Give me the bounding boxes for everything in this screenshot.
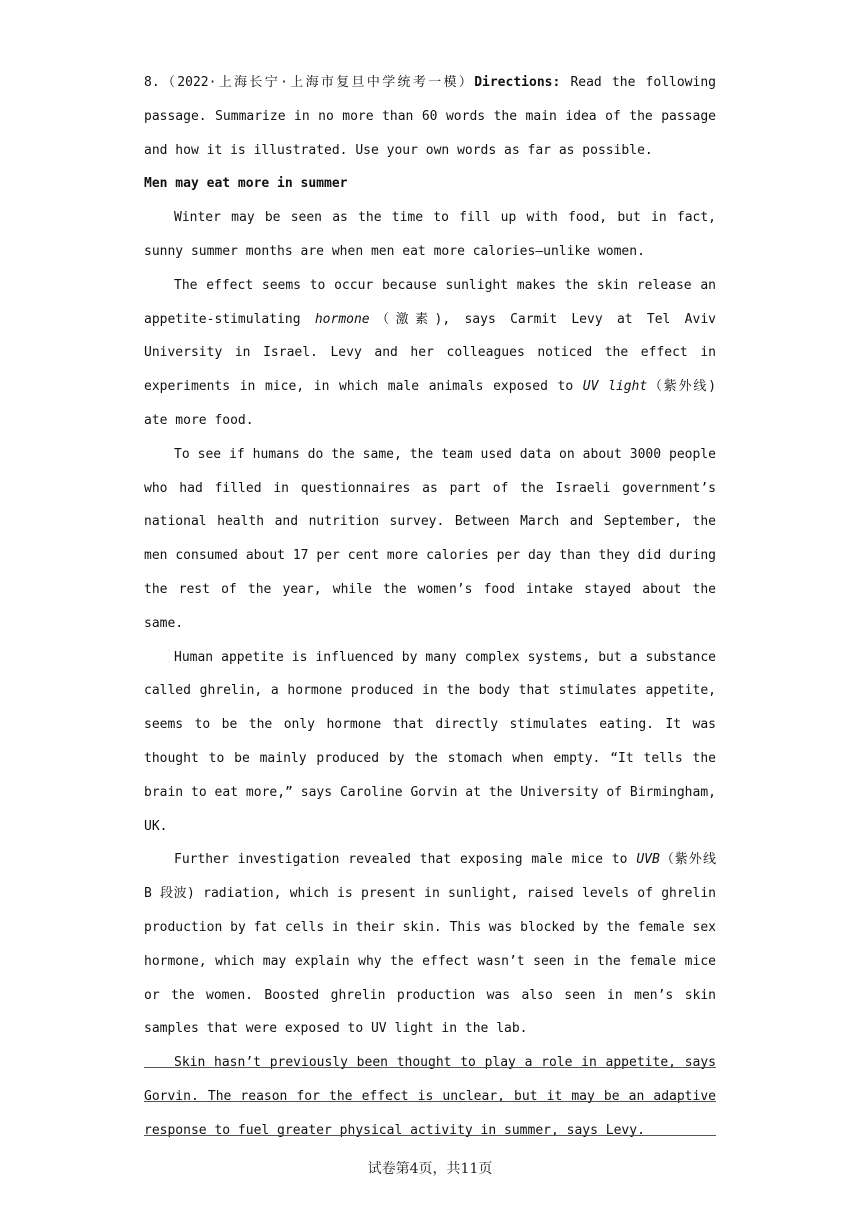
paragraph-3: To see if humans do the same, the team used data on about 3000 people who had filled in questionnaires as part of the Israeli government’s national health and nutrition survey. Between March and September, the men consumed about 17 per cent more calories per day than they did during the rest of the year, while the women’s food intake stayed about the same. bbox=[144, 446, 716, 631]
question-number-source: 8.（2022·上海长宁·上海市复旦中学统考一模） bbox=[144, 75, 475, 90]
answer-line[interactable] bbox=[144, 1067, 716, 1068]
term-uv-light: UV light bbox=[582, 379, 648, 395]
term-hormone: hormone bbox=[314, 311, 370, 327]
page-footer: 试卷第4页，共11页 bbox=[367, 1161, 493, 1177]
paragraph-6: Skin hasn’t previously been thought to play a role in appetite, says Gorvin. The reason for the effect is unclear, but it may be an adaptive response to fuel greater physical activity in summer, says Levy. bbox=[144, 1055, 716, 1138]
paragraph-2-text-a: The effect seems to occur because sunlight makes the skin release an appetite-stimulating bbox=[144, 277, 716, 327]
paragraph-1: Winter may be seen as the time to fill up with food, but in fact, sunny summer months are when men eat more calories—unlike women. bbox=[144, 210, 716, 259]
directions-label: Directions: bbox=[474, 75, 561, 90]
paragraph-2-text-c: （紫外线) ate more food. bbox=[144, 379, 717, 428]
paragraph-2 bbox=[144, 269, 716, 438]
paragraph-5-text-a: Further investigation revealed that exposing male mice to bbox=[174, 852, 637, 868]
answer-line[interactable] bbox=[144, 1101, 716, 1102]
exam-question bbox=[144, 66, 716, 1148]
paragraph-4: Human appetite is influenced by many complex systems, but a substance called ghrelin, a hormone produced in the body that stimulates appetite, seems to be the only hormone that directly stimulates eating. It was thought to be mainly produced by the stomach when empty. “It tells the brain to eat more,” says Caroline Gorvin at the University of Birmingham, UK. bbox=[144, 649, 716, 834]
paragraph-5 bbox=[144, 843, 716, 1046]
answer-line[interactable] bbox=[144, 1135, 716, 1136]
question-prompt bbox=[144, 66, 716, 167]
paragraph-2-text-b: （激素), says Carmit Levy at Tel Aviv University in Israel. Levy and her colleagues noticed the effect in experiments in mice, in which male animals exposed to bbox=[144, 311, 716, 395]
directions-text: Read the following passage. Summarize in no more than 60 words the main idea of the passage and how it is illustrated. Use your own words as far as possible. bbox=[144, 75, 716, 158]
passage-title: Men may eat more in summer bbox=[144, 176, 348, 192]
paragraph-5-text-b: （紫外线 B 段波) radiation, which is present in sunlight, raised levels of ghrelin production by fat cells in their skin. This was blocked by the female sex hormone, which may explain why the effect wasn’t seen in the female mice or the women. Boosted ghrelin production was also seen in men’s skin samples that were exposed to UV light in the lab. bbox=[144, 852, 716, 1037]
term-uvb: UVB bbox=[636, 852, 660, 868]
answer-area[interactable] bbox=[144, 1034, 716, 1136]
